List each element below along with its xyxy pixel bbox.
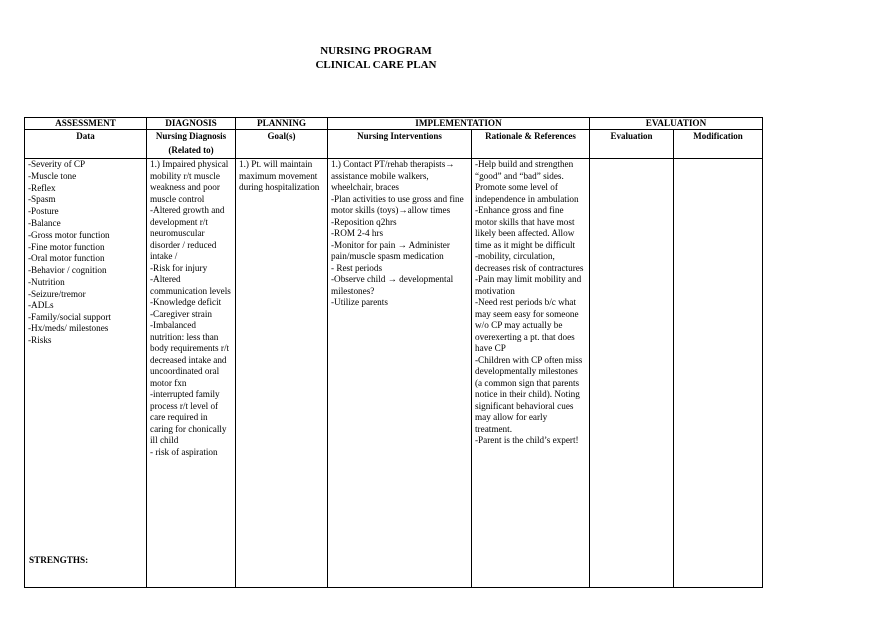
strengths-label: STRENGTHS: bbox=[29, 555, 89, 565]
care-plan-table bbox=[24, 117, 763, 588]
list-item: 1.) Impaired physical mobility r/t muscle weakness and poor muscle control bbox=[150, 159, 229, 204]
assessment-cell bbox=[25, 159, 147, 588]
list-item: -Balance bbox=[28, 217, 61, 228]
interventions-list bbox=[331, 159, 468, 309]
subheader-modification: Modification bbox=[693, 131, 743, 141]
document-subtitle: CLINICAL CARE PLAN bbox=[315, 59, 437, 71]
subheader-nursing-diagnosis: Nursing Diagnosis bbox=[155, 131, 227, 141]
list-item: -Risks bbox=[28, 334, 52, 345]
header-diagnosis: DIAGNOSIS bbox=[147, 118, 236, 130]
list-item: -Enhance gross and fine motor skills that have most likely been affected. Allow time as it might be difficult bbox=[475, 205, 576, 250]
header-planning: PLANNING bbox=[236, 118, 328, 130]
interventions-cell bbox=[328, 159, 472, 588]
list-item: -Reposition q2hrs bbox=[331, 216, 397, 227]
list-item: - risk of aspiration bbox=[150, 446, 218, 457]
header-assessment: ASSESSMENT bbox=[25, 118, 147, 130]
list-item: -Altered growth and development r/t neuromuscular disorder / reduced intake / bbox=[150, 205, 225, 261]
rationale-list bbox=[475, 159, 586, 447]
list-item: -Observe child → developmental milestones? bbox=[331, 274, 454, 296]
list-item: -Spasm bbox=[28, 194, 56, 205]
list-item: -Need rest periods b/c what may seem easy for someone w/o CP may actually be overexerting a pt. that does have CP bbox=[475, 297, 579, 353]
list-item: -Help build and strengthen “good” and “bad” sides. Promote some level of independence in ambulation bbox=[475, 159, 579, 204]
list-item: -Plan activities to use gross and fine motor skills (toys)→allow times bbox=[331, 193, 464, 215]
list-item: -Utilize parents bbox=[331, 297, 388, 307]
list-item: -Oral motor function bbox=[28, 253, 105, 264]
list-item: -Posture bbox=[28, 206, 59, 217]
list-item: -Muscle tone bbox=[28, 170, 77, 181]
list-item: 1.) Contact PT/rehab therapists→ assistance mobile walkers, wheelchair, braces bbox=[331, 159, 455, 192]
header-evaluation: EVALUATION bbox=[590, 118, 763, 130]
list-item: -Altered communication levels bbox=[150, 274, 231, 296]
list-item: -Fine motor function bbox=[28, 241, 105, 252]
list-item: 1.) Pt. will maintain maximum movement during hospitalization bbox=[239, 159, 320, 192]
list-item: -Monitor for pain → Administer pain/muscle spasm medication bbox=[331, 239, 450, 261]
list-item: - Rest periods bbox=[331, 262, 383, 273]
list-item: -Hx/meds/ milestones bbox=[28, 323, 109, 334]
subheader-related-to: (Related to) bbox=[168, 145, 214, 155]
list-item: -Caregiver strain bbox=[150, 308, 212, 319]
diagnosis-cell bbox=[147, 159, 236, 588]
document-title: NURSING PROGRAM bbox=[320, 45, 432, 57]
list-item: -Severity of CP bbox=[28, 159, 86, 169]
list-item: -ROM 2-4 hrs bbox=[331, 228, 384, 238]
rationale-cell bbox=[472, 159, 590, 588]
list-item: -Gross motor function bbox=[28, 229, 110, 240]
goals-cell bbox=[236, 159, 328, 588]
list-item: -Risk for injury bbox=[150, 262, 208, 273]
list-item: -Nutrition bbox=[28, 276, 65, 287]
subheader-rationale: Rationale & References bbox=[485, 131, 576, 141]
list-item: -mobility, circulation, decreases risk of contractures bbox=[475, 251, 584, 273]
list-item: -Knowledge deficit bbox=[150, 297, 222, 307]
subheader-nursing-interventions: Nursing Interventions bbox=[357, 131, 442, 141]
list-item: -Children with CP often miss developmentally milestones (a common sign that parents notice in their child). Noting significant behavioral cues may allow for early treatment. bbox=[475, 354, 583, 434]
list-item: -interrupted family process r/t level of care required in caring for chonically ill child bbox=[150, 389, 227, 445]
list-item: -Seizure/tremor bbox=[28, 288, 86, 299]
evaluation-cell bbox=[590, 159, 674, 588]
diagnosis-list bbox=[150, 159, 232, 458]
list-item: -Pain may limit mobility and motivation bbox=[475, 274, 582, 296]
list-item: -Family/social support bbox=[28, 311, 111, 322]
subheader-data: Data bbox=[76, 131, 95, 141]
list-item: -Imbalanced nutrition: less than body requirements r/t decreased intake and uncoordinated oral motor fxn bbox=[150, 320, 230, 388]
list-item: -Reflex bbox=[28, 182, 56, 193]
goals-list bbox=[239, 159, 324, 194]
header-implementation: IMPLEMENTATION bbox=[328, 118, 590, 130]
assessment-list bbox=[28, 159, 143, 346]
list-item: -Parent is the child’s expert! bbox=[475, 435, 579, 445]
list-item: -Behavior / cognition bbox=[28, 265, 107, 276]
subheader-goals: Goal(s) bbox=[267, 131, 296, 141]
modification-cell bbox=[674, 159, 763, 588]
list-item: -ADLs bbox=[28, 300, 54, 311]
subheader-evaluation: Evaluation bbox=[610, 131, 653, 141]
